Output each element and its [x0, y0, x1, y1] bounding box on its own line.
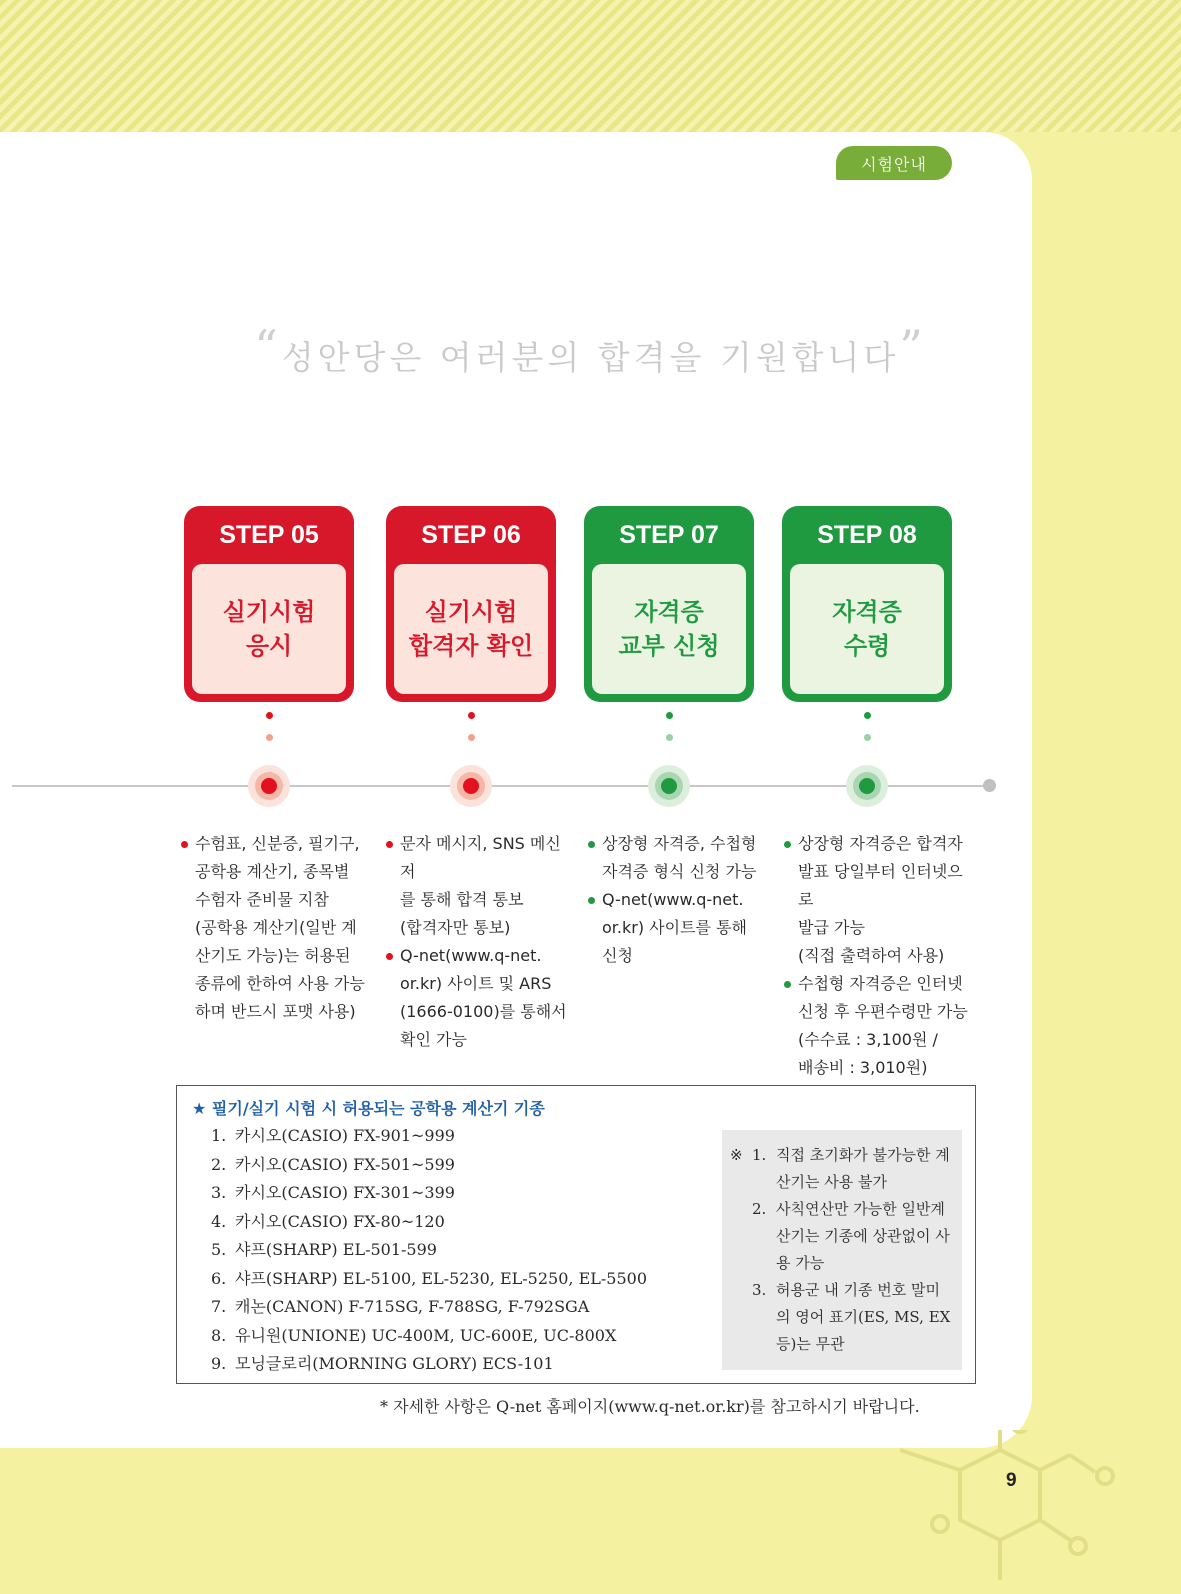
step-title: 실기시험 응시: [192, 564, 346, 694]
step-label: STEP 06: [421, 520, 521, 549]
detail-text: 상장형 자격증은 합격자: [798, 834, 963, 853]
bullet-dot: [588, 841, 595, 848]
detail-text: 산기도 가능)는 허용된: [195, 946, 351, 965]
bullet-dot: [784, 981, 791, 988]
detail-line: [784, 942, 974, 970]
detail-line: [386, 886, 576, 914]
note-item: 3. 허용군 내 기종 번호 말미의 영어 표기(ES, MS, EX 등)는 무관: [752, 1281, 951, 1353]
step-label: STEP 08: [817, 520, 917, 549]
detail-line: [386, 914, 576, 942]
detail-text: 하며 반드시 포맷 사용): [195, 1002, 356, 1021]
calculator-item: 9. 모닝글로리(MORNING GLORY) ECS-101: [211, 1354, 554, 1373]
calculator-item: 7. 캐논(CANON) F-715SG, F-788SG, F-792SGA: [211, 1297, 590, 1316]
detail-text: 수첩형 자격증은 인터넷: [798, 974, 963, 993]
bullet-dot: [386, 841, 393, 848]
bullet-dot: [784, 841, 791, 848]
connector-dot: [864, 712, 871, 719]
step-card-07: [584, 506, 754, 702]
close-quote: ”: [899, 320, 927, 374]
detail-line: [181, 886, 371, 914]
detail-line: [588, 942, 778, 970]
detail-bullet-item: [784, 830, 974, 858]
step-title: 자격증 교부 신청: [592, 564, 746, 694]
detail-text: or.kr) 사이트를 통해: [602, 918, 747, 937]
bullet-dot: [181, 841, 188, 848]
step-card-08: [782, 506, 952, 702]
detail-text: 공학용 계산기, 종목별: [195, 862, 350, 881]
timeline-node-07: [648, 765, 690, 807]
detail-text: 수험자 준비물 지참: [195, 890, 329, 909]
detail-text: 문자 메시지, SNS 메신저: [400, 834, 561, 881]
detail-line: [784, 858, 974, 914]
bullet-dot: [386, 953, 393, 960]
step-details-05: [181, 830, 371, 1026]
open-quote: “: [254, 320, 282, 374]
detail-line: [181, 914, 371, 942]
detail-text: (공학용 계산기(일반 계: [195, 918, 357, 937]
step-details-06: [386, 830, 576, 1054]
detail-line: [181, 998, 371, 1026]
detail-text: (합격자만 통보): [400, 918, 511, 937]
calculator-item: 8. 유니원(UNIONE) UC-400M, UC-600E, UC-800X: [211, 1325, 617, 1345]
detail-text: 발표 당일부터 인터넷으로: [798, 862, 963, 909]
headline: [0, 320, 1181, 379]
timeline-node-06: [450, 765, 492, 807]
molecule-decoration-icon: [900, 1430, 1150, 1590]
detail-bullet-item: [181, 830, 371, 858]
detail-text: 배송비 : 3,010원): [798, 1058, 928, 1077]
section-tab: 시험안내: [836, 146, 952, 180]
calculator-title: ★ 필기/실기 시험 시 허용되는 공학용 계산기 기종: [192, 1099, 545, 1118]
connector-dot: [468, 734, 475, 741]
detail-bullet-item: [386, 830, 576, 886]
detail-line: [784, 914, 974, 942]
detail-bullet-item: [784, 970, 974, 998]
detail-line: [386, 1026, 576, 1054]
detail-text: 상장형 자격증, 수첩형: [602, 834, 757, 853]
card-corner: [940, 132, 1032, 180]
detail-line: [181, 970, 371, 998]
detail-text: or.kr) 사이트 및 ARS: [400, 974, 552, 993]
connector-dot: [266, 712, 273, 719]
detail-text: 수험표, 신분증, 필기구,: [195, 834, 360, 853]
detail-line: [588, 914, 778, 942]
connector-dot: [666, 712, 673, 719]
connector-dot: [666, 734, 673, 741]
detail-text: Q-net(www.q-net.: [400, 946, 542, 965]
calculator-item: 2. 카시오(CASIO) FX-501~599: [211, 1154, 455, 1174]
detail-text: (직접 출력하여 사용): [798, 946, 945, 965]
timeline-node-08: [846, 765, 888, 807]
calculator-item: 3. 카시오(CASIO) FX-301~399: [211, 1183, 455, 1202]
connector-dot: [864, 734, 871, 741]
step-details-08: [784, 830, 974, 1082]
connector-dot: [266, 734, 273, 741]
calculator-note: [722, 1130, 962, 1370]
detail-text: 를 통해 합격 통보: [400, 890, 524, 909]
detail-text: 확인 가능: [400, 1030, 467, 1049]
step-label: STEP 07: [619, 520, 719, 549]
calculator-item: 1. 카시오(CASIO) FX-901~999: [211, 1126, 455, 1145]
detail-line: [386, 998, 576, 1026]
calculator-list: [211, 1122, 647, 1379]
step-card-05: [184, 506, 354, 702]
step-label: STEP 05: [219, 520, 319, 549]
footnote: * 자세한 사항은 Q-net 홈페이지(www.q-net.or.kr)를 참고하시기 바랍니다.: [380, 1397, 920, 1416]
headline-text: 성안당은 여러분의 합격을 기원합니다: [281, 338, 900, 377]
detail-line: [784, 998, 974, 1026]
detail-text: 종류에 한하여 사용 가능: [195, 974, 365, 993]
detail-text: 발급 가능: [798, 918, 865, 937]
connector-dot: [468, 712, 475, 719]
detail-text: (1666-0100)를 통해서: [400, 1002, 567, 1021]
calculator-item: 5. 샤프(SHARP) EL-501-599: [211, 1240, 437, 1259]
calculator-item: 6. 샤프(SHARP) EL-5100, EL-5230, EL-5250, EL-5500: [211, 1268, 647, 1288]
detail-bullet-item: [588, 830, 778, 858]
bullet-dot: [588, 897, 595, 904]
detail-bullet-item: [386, 942, 576, 970]
step-details-07: [588, 830, 778, 970]
detail-text: 자격증 형식 신청 가능: [602, 862, 757, 881]
timeline-node-05: [248, 765, 290, 807]
timeline-line: [12, 785, 990, 787]
detail-line: [181, 858, 371, 886]
calculator-info-box: [176, 1085, 976, 1384]
detail-line: [588, 858, 778, 886]
calculator-item: 4. 카시오(CASIO) FX-80~120: [211, 1211, 445, 1231]
detail-text: 신청 후 우편수령만 가능: [798, 1002, 968, 1021]
detail-line: [386, 970, 576, 998]
step-card-06: [386, 506, 556, 702]
top-stripe-band: [0, 0, 1181, 132]
detail-text: (수수료 : 3,100원 /: [798, 1030, 938, 1049]
note-item: ※ 1. 직접 초기화가 불가능한 계산기는 사용 불가: [730, 1146, 950, 1191]
step-title: 자격증 수령: [790, 564, 944, 694]
detail-bullet-item: [588, 886, 778, 914]
timeline-end-dot: [983, 779, 996, 792]
note-item: 2. 사칙연산만 가능한 일반계산기는 기종에 상관없이 사용 가능: [752, 1200, 950, 1272]
detail-text: Q-net(www.q-net.: [602, 890, 744, 909]
detail-line: [784, 1026, 974, 1054]
detail-line: [784, 1054, 974, 1082]
page-number: 9: [1006, 1470, 1017, 1491]
detail-line: [181, 942, 371, 970]
detail-text: 신청: [602, 946, 633, 965]
step-title: 실기시험 합격자 확인: [394, 564, 548, 694]
